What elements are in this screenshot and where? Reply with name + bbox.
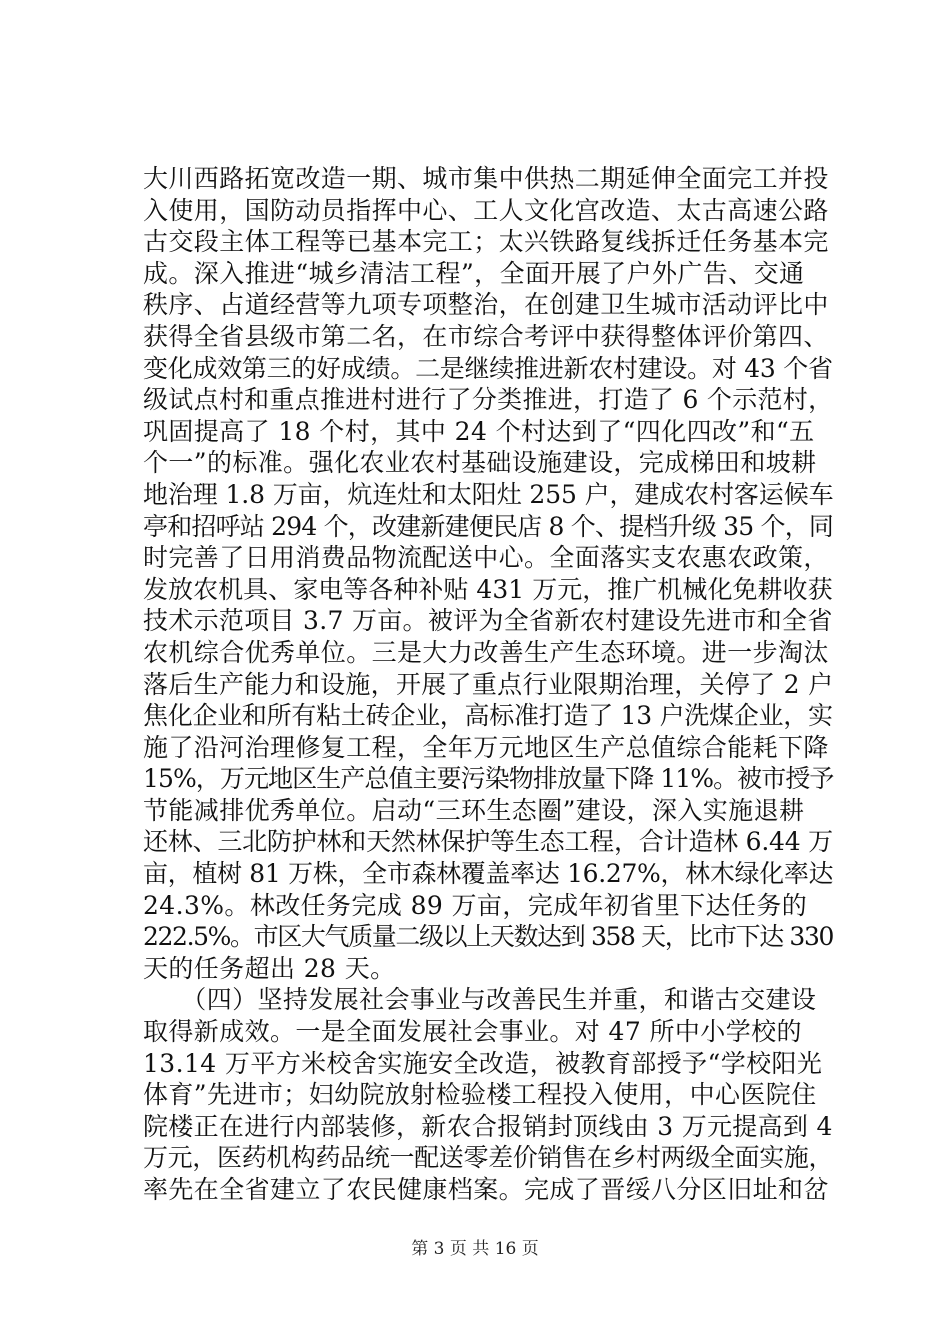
text-line: 施了沿河治理修复工程，全年万元地区生产总值综合能耗下降 xyxy=(143,732,829,762)
text-line: 入使用，国防动员指挥中心、工人文化宫改造、太古高速公路 xyxy=(143,195,829,225)
text-line: 取得新成效。一是全面发展社会事业。对 47 所中小学校的 xyxy=(143,1017,802,1047)
text-line: 级试点村和重点推进村进行了分类推进，打造了 6 个示范村， xyxy=(143,385,834,415)
text-line: 发放农机具、家电等各种补贴 431 万元，推广机械化免耕收获 xyxy=(143,574,833,604)
text-line: 成。深入推进“城乡清洁工程”，全面开展了户外广告、交通 xyxy=(143,258,805,288)
text-line: 变化成效第三的好成绩。二是继续推进新农村建设。对 43 个省 xyxy=(143,353,833,383)
text-line: 个一”的标准。强化农业农村基础设施建设，完成梯田和坡耕 xyxy=(143,448,817,478)
text-line: 院楼正在进行内部装修，新农合报销封顶线由 3 万元提高到 4 xyxy=(143,1111,833,1141)
text-line: 焦化企业和所有粘土砖企业，高标准打造了 13 户洗煤企业，实 xyxy=(143,701,833,731)
text-line: 体育”先进市；妇幼院放射检验楼工程投入使用，中心医院住 xyxy=(143,1080,817,1110)
text-line: 率先在全省建立了农民健康档案。完成了晋绥八分区旧址和岔 xyxy=(143,1175,829,1204)
text-line: 巩固提高了 18 个村，其中 24 个村达到了“四化四改”和“五 xyxy=(143,416,815,446)
text-line: 24.3%。林改任务完成 89 万亩，完成年初省里下达任务的 xyxy=(143,890,808,920)
text-line: 节能减排优秀单位。启动“三环生态圈”建设，深入实施退耕 xyxy=(143,795,805,825)
text-line: 还林、三北防护林和天然林保护等生态工程，合计造林 6.44 万 xyxy=(143,827,833,857)
page-number-footer: 第 3 页 共 16 页 xyxy=(411,1239,539,1259)
text-line: 落后生产能力和设施，开展了重点行业限期治理，关停了 2 户 xyxy=(143,669,834,699)
text-line: 亩，植树 81 万株，全市森林覆盖率达 16.27%，林木绿化率达 xyxy=(143,859,834,889)
text-line: 技术示范项目 3.7 万亩。被评为全省新农村建设先进市和全省 xyxy=(143,606,833,636)
text-line: 万元，医药机构药品统一配送零差价销售在乡村两级全面实施， xyxy=(143,1143,834,1173)
text-line: 时完善了日用消费品物流配送中心。全面落实支农惠农政策， xyxy=(143,543,829,573)
text-line: 天的任务超出 28 天。 xyxy=(143,953,396,983)
text-line: 地治理 1.8 万亩，炕连灶和太阳灶 255 户，建成农村客运候车 xyxy=(143,479,834,509)
text-line: 222.5%。市区大气质量二级以上天数达到 358 天，比市下达 330 xyxy=(143,922,834,952)
text-line: 大川西路拓宽改造一期、城市集中供热二期延伸全面完工并投 xyxy=(143,164,829,193)
text-line: 古交段主体工程等已基本完工；太兴铁路复线拆迁任务基本完 xyxy=(143,227,829,257)
text-line: 13.14 万平方米校舍实施安全改造，被教育部授予“学校阳光 xyxy=(143,1048,823,1078)
text-line: 15%，万元地区生产总值主要污染物排放量下降 11%。被市授予 xyxy=(143,764,834,794)
text-line: 秩序、占道经营等九项专项整治，在创建卫生城市活动评比中 xyxy=(143,290,829,320)
text-line: 亭和招呼站 294 个，改建新建便民店 8 个、提档升级 35 个，同 xyxy=(143,511,834,541)
text-line: 农机综合优秀单位。三是大力改善生产生态环境。进一步淘汰 xyxy=(143,637,829,667)
text-line: （四）坚持发展社会事业与改善民生并重，和谐古交建设 xyxy=(143,985,817,1015)
body-text xyxy=(143,163,833,1206)
text-line: 获得全省县级市第二名，在市综合考评中获得整体评价第四、 xyxy=(143,321,829,351)
